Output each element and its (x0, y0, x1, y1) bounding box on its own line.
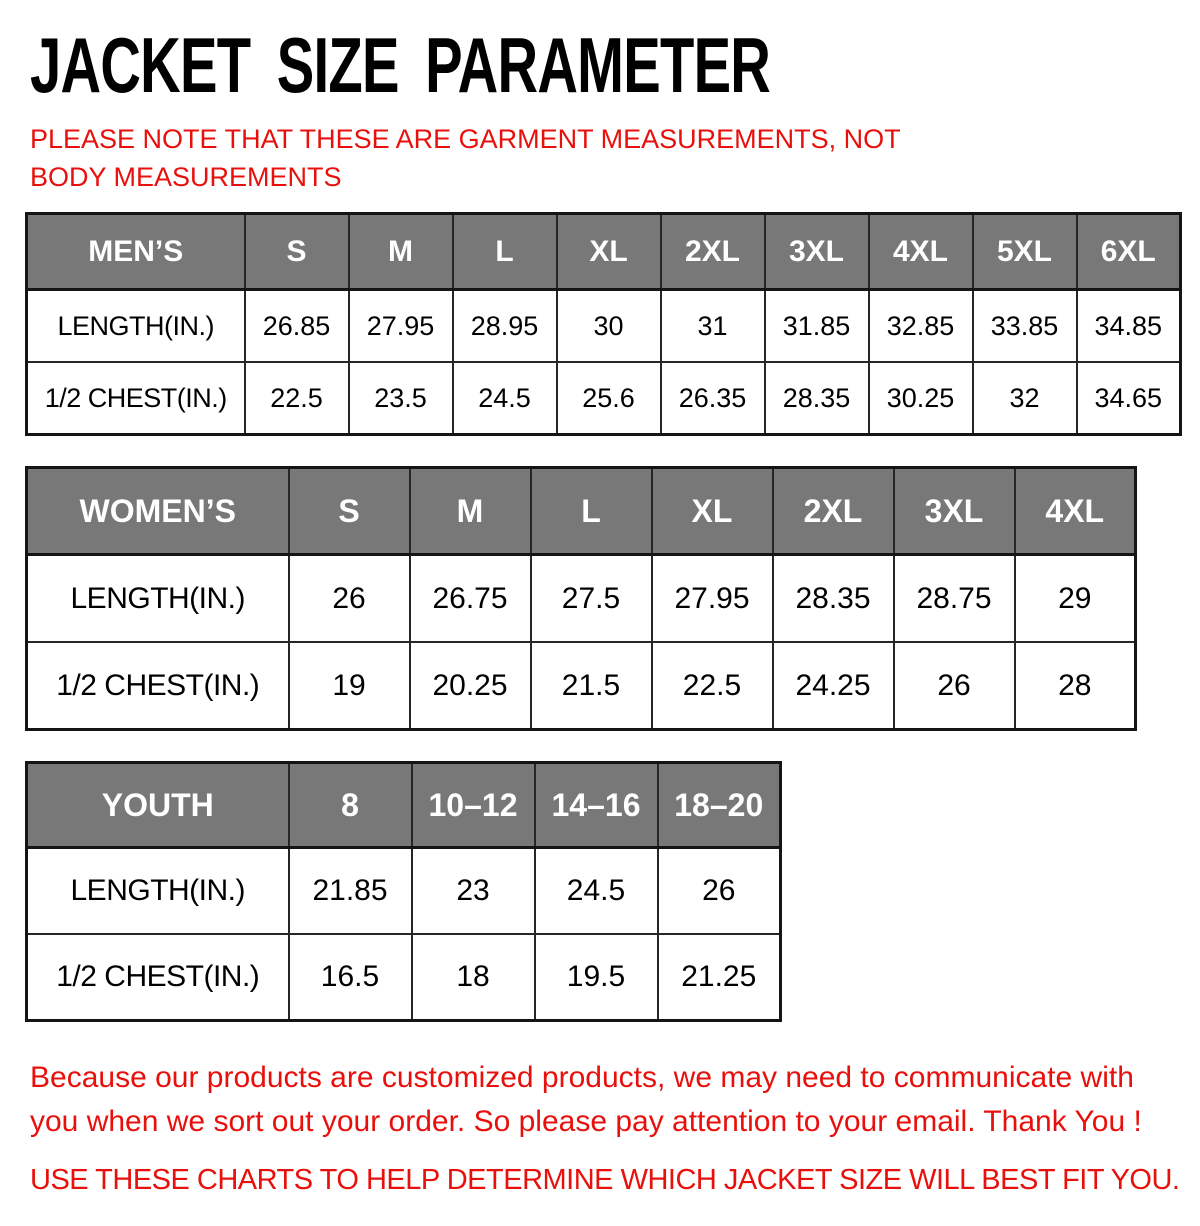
size-header-cell: L (531, 468, 652, 555)
value-cell: 26 (658, 848, 781, 935)
value-cell: 22.5 (652, 642, 773, 730)
garment-measurement-note: PLEASE NOTE THAT THESE ARE GARMENT MEASUREMENTS, NOT BODY MEASUREMENTS (30, 124, 901, 192)
header-row-youth (27, 763, 781, 848)
size-header-cell: 4XL (1015, 468, 1136, 555)
value-cell: 26.75 (410, 555, 531, 643)
value-cell: 27.5 (531, 555, 652, 643)
communication-note: Because our products are customized products, we may need to communicate with you when we sort out your order. So please pay attention to your email. Thank You ! (30, 1061, 1142, 1138)
size-header-cell: 5XL (973, 214, 1077, 290)
size-header-cell: 2XL (661, 214, 765, 290)
value-cell: 28.95 (453, 290, 557, 363)
table-row (27, 848, 781, 935)
table-name-cell-womens: WOMEN’S (27, 468, 289, 555)
value-cell: 22.5 (245, 362, 349, 435)
row-label-cell: 1/2 CHEST(IN.) (27, 362, 245, 435)
size-header-cell: XL (557, 214, 661, 290)
table-row (27, 290, 1181, 363)
value-cell: 18 (412, 934, 535, 1021)
value-cell: 23.5 (349, 362, 453, 435)
header-row-mens (27, 214, 1181, 290)
value-cell: 27.95 (349, 290, 453, 363)
table-name-cell-youth: YOUTH (27, 763, 289, 848)
value-cell: 32 (973, 362, 1077, 435)
size-header-cell: L (453, 214, 557, 290)
value-cell: 31.85 (765, 290, 869, 363)
value-cell: 19 (289, 642, 410, 730)
size-header-cell: 3XL (894, 468, 1015, 555)
size-header-cell: XL (652, 468, 773, 555)
row-label-cell: 1/2 CHEST(IN.) (27, 642, 289, 730)
value-cell: 31 (661, 290, 765, 363)
value-cell: 28.35 (773, 555, 894, 643)
value-cell: 28 (1015, 642, 1136, 730)
size-table-youth (25, 761, 782, 1022)
value-cell: 28.35 (765, 362, 869, 435)
size-header-cell: 14–16 (535, 763, 658, 848)
page-title: JACKET SIZE PARAMETER (30, 21, 771, 109)
table-row (27, 555, 1136, 643)
size-header-cell: 18–20 (658, 763, 781, 848)
size-header-cell: S (289, 468, 410, 555)
value-cell: 24.25 (773, 642, 894, 730)
value-cell: 28.75 (894, 555, 1015, 643)
value-cell: 21.25 (658, 934, 781, 1021)
value-cell: 23 (412, 848, 535, 935)
row-label-cell: LENGTH(IN.) (27, 290, 245, 363)
value-cell: 33.85 (973, 290, 1077, 363)
size-header-cell: 3XL (765, 214, 869, 290)
size-header-cell: 2XL (773, 468, 894, 555)
value-cell: 16.5 (289, 934, 412, 1021)
value-cell: 34.65 (1077, 362, 1181, 435)
table-name-cell-mens: MEN’S (27, 214, 245, 290)
value-cell: 21.5 (531, 642, 652, 730)
size-tables-container (0, 212, 1200, 1022)
value-cell: 29 (1015, 555, 1136, 643)
size-table-womens (25, 466, 1137, 731)
size-header-cell: 4XL (869, 214, 973, 290)
value-cell: 30 (557, 290, 661, 363)
value-cell: 19.5 (535, 934, 658, 1021)
value-cell: 27.95 (652, 555, 773, 643)
value-cell: 26.85 (245, 290, 349, 363)
table-row (27, 642, 1136, 730)
value-cell: 24.5 (453, 362, 557, 435)
size-header-cell: S (245, 214, 349, 290)
value-cell: 26.35 (661, 362, 765, 435)
value-cell: 34.85 (1077, 290, 1181, 363)
value-cell: 25.6 (557, 362, 661, 435)
value-cell: 20.25 (410, 642, 531, 730)
row-label-cell: LENGTH(IN.) (27, 848, 289, 935)
size-header-cell: 10–12 (412, 763, 535, 848)
value-cell: 30.25 (869, 362, 973, 435)
header-row-womens (27, 468, 1136, 555)
value-cell: 26 (289, 555, 410, 643)
usage-note: USE THESE CHARTS TO HELP DETERMINE WHICH JACKET SIZE WILL BEST FIT YOU. (30, 1164, 1180, 1196)
size-header-cell: 8 (289, 763, 412, 848)
row-label-cell: LENGTH(IN.) (27, 555, 289, 643)
size-header-cell: 6XL (1077, 214, 1181, 290)
value-cell: 24.5 (535, 848, 658, 935)
row-label-cell: 1/2 CHEST(IN.) (27, 934, 289, 1021)
size-table-mens (25, 212, 1182, 436)
size-header-cell: M (349, 214, 453, 290)
value-cell: 26 (894, 642, 1015, 730)
value-cell: 21.85 (289, 848, 412, 935)
table-row (27, 362, 1181, 435)
jacket-size-chart-page (0, 21, 1200, 1226)
value-cell: 32.85 (869, 290, 973, 363)
size-header-cell: M (410, 468, 531, 555)
table-row (27, 934, 781, 1021)
